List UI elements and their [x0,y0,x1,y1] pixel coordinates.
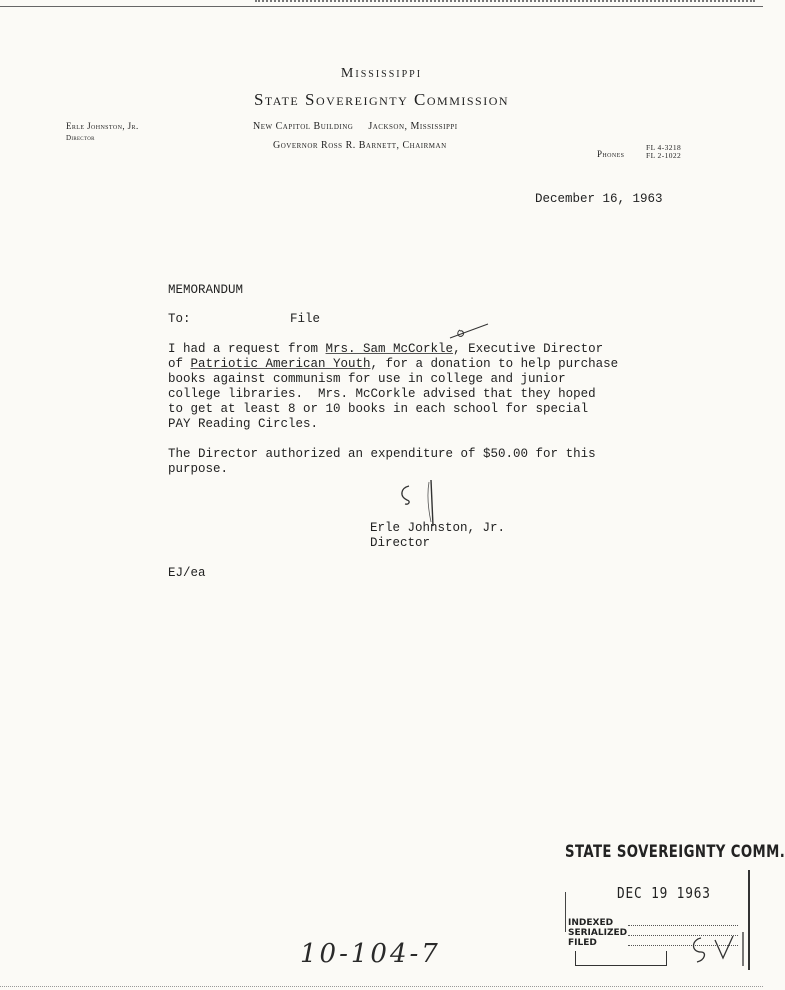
body-line-2 [168,357,618,371]
stamp-border [565,892,566,932]
stamp-title: STATE SOVEREIGNTY COMM. [565,842,785,862]
letterhead-phone-numbers [646,144,681,160]
stamp-labels [568,918,627,948]
letterhead-commission: State Sovereignty Commission [253,90,510,109]
body-text: of [168,357,191,371]
top-edge-rule [0,6,763,7]
letterhead-state: Mississippi [340,66,423,81]
letterhead-director-name: Erle Johnston, Jr. [66,121,139,131]
memo-to-label: To: [168,312,191,326]
letterhead-director-title: Director [66,134,95,142]
signature-name: Erle Johnston, Jr. [370,521,506,535]
phone-number-1: FL 4-3218 [646,143,682,152]
stamp-filed-label: FILED [568,938,597,948]
memo-to-value: File [290,312,321,326]
body-line-4: college libraries. Mrs. McCorkle advised that they hoped [168,387,596,401]
body-text: , for a donation to help purchase [370,357,619,371]
top-edge-marks [255,0,755,5]
body-text: I had a request from [168,342,326,356]
memo-heading: MEMORANDUM [168,283,244,297]
stamp-serialized [568,928,627,938]
body-line-8: purpose. [168,462,229,476]
file-number-text: 10-104-7 [300,939,441,969]
requester-name: Mrs. Sam McCorkle [325,342,454,356]
received-stamp [565,832,785,972]
handwritten-check-mark [448,322,492,342]
letterhead-phones-label: Phones [597,149,625,159]
body-line-3: books against communism for use in college and junior [168,372,566,386]
memo-date: December 16, 1963 [535,192,663,206]
organization-name: Patriotic American Youth [190,357,371,371]
handwritten-stamp-mark [683,928,753,968]
stamp-box [575,951,667,966]
letterhead-governor: Governor Ross R. Barnett, Chairman [273,140,447,151]
bottom-edge-marks [0,986,763,987]
letterhead-address: New Capitol Building Jackson, Mississippi [253,121,458,132]
stamp-date: DEC 19 1963 [617,884,711,902]
body-text: , Executive Director [453,342,604,356]
body-line-1 [168,342,603,356]
phone-number-2: FL 2-1022 [646,151,682,160]
stamp-indexed-label: INDEXED [568,918,614,928]
stamp-filed [568,938,627,948]
stamp-serialized-label: SERIALIZED [568,928,628,938]
body-line-7: The Director authorized an expenditure of $50.00 for this [168,447,596,461]
handwritten-file-number [298,936,458,968]
signature-title: Director [370,536,431,550]
body-line-6: PAY Reading Circles. [168,417,319,431]
typist-initials: EJ/ea [168,566,206,580]
stamp-indexed [568,918,627,928]
body-line-5: to get at least 8 or 10 books in each school for special [168,402,589,416]
